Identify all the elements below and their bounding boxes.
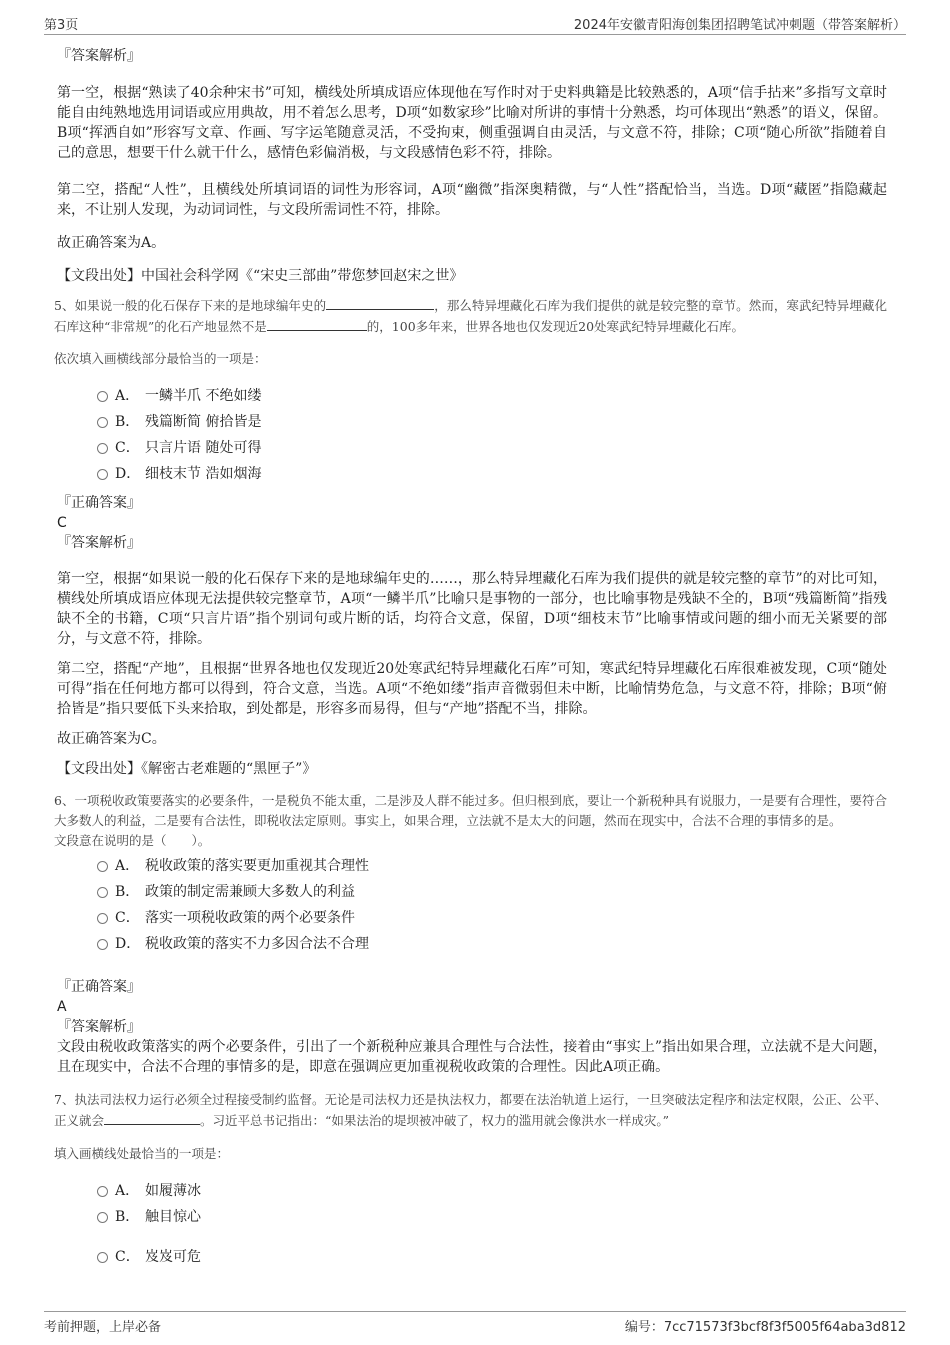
q4-conclusion: 故正确答案为A。 (57, 235, 166, 251)
q5-stem-part-c: 的，100多年来，世界各地也仅发现近20处寒武纪特异埋藏化石库。 (366, 319, 745, 334)
q7-prompt: 填入画横线处最恰当的一项是： (54, 1146, 230, 1161)
q5-stem-part-a: 5、如果说一般的化石保存下来的是地球编年史的 (54, 298, 327, 313)
q5-option-d[interactable]: D． 细枝末节 浩如烟海 (57, 461, 887, 487)
radio-icon[interactable] (97, 861, 108, 872)
q7-stem-part-b: 。习近平总书记指出：“如果法治的堤坝被冲破了，权力的滥用就会像洪水一样成灾。” (200, 1113, 670, 1128)
q6-options (57, 853, 887, 957)
document-body (54, 40, 887, 1270)
analysis-label: 『答案解析』 (57, 48, 141, 64)
q7-stem (54, 1089, 887, 1131)
radio-icon[interactable] (97, 469, 108, 480)
q5-source: 【文段出处】《解密古老难题的“黑匣子”》 (57, 761, 317, 777)
q5-blank-1 (326, 297, 434, 310)
q5-analysis-p1: 第一空，根据“如果说一般的化石保存下来的是地球编年史的……，那么特异埋藏化石库为我们提供的就是较完整的章节”的对比可知，横线处所填成语应体现无法提供较完整章节，A项“一鳞半爪”比喻只是事物的一部分，也比喻事物是残缺不全的，B项“残篇断简”指残缺不全的书籍，C项“只言片语”指个别词句或片断的话，均符合文意，保留，D项“细枝末节”比喻事情或问题的细小而无关紧要的部分，与文意不符，排除。 (57, 571, 887, 647)
radio-icon[interactable] (97, 913, 108, 924)
radio-icon[interactable] (97, 887, 108, 898)
analysis-label: 『答案解析』 (57, 535, 141, 551)
q5-answer: C (57, 515, 67, 531)
correct-answer-label: 『正确答案』 (57, 495, 141, 511)
radio-icon[interactable] (97, 1212, 108, 1223)
radio-icon[interactable] (97, 443, 108, 454)
q4-source: 【文段出处】中国社会科学网《“宋史三部曲”带您梦回赵宋之世》 (57, 268, 464, 284)
q6-option-b[interactable]: B． 政策的制定需兼顾大多数人的利益 (57, 879, 887, 905)
q5-stem-part-b: ，那么特异埋藏化石库为我们提供的就是较完整的章节。然而，寒武纪特异埋藏化石库这种“非常规”的化石产地显然不是 (54, 298, 887, 334)
q5-stem (54, 295, 887, 337)
correct-answer-label: 『正确答案』 (57, 979, 141, 995)
q5-option-c[interactable]: C． 只言片语 随处可得 (57, 435, 887, 461)
q7-option-b[interactable]: B． 触目惊心 (57, 1204, 887, 1230)
q5-option-b[interactable]: B． 残篇断简 俯拾皆是 (57, 409, 887, 435)
q5-analysis-p2: 第二空，搭配“产地”，且根据“世界各地也仅发现近20处寒武纪特异埋藏化石库”可知，寒武纪特异埋藏化石库很难被发现，C项“随处可得”指在任何地方都可以得到，符合文意，当选。A项“不绝如缕”指声音微弱但未中断，比喻情势危急，与文意不符，排除；B项“俯拾皆是”指只要低下头来拾取，到处都是，形容多而易得，但与“产地”搭配不当，排除。 (57, 661, 887, 717)
radio-icon[interactable] (97, 939, 108, 950)
document-code: 编号：7cc71573f3bcf8f3f5005f64aba3d812 (624, 1320, 906, 1335)
radio-icon[interactable] (97, 1186, 108, 1197)
document-title: 2024年安徽青阳海创集团招聘笔试冲刺题（带答案解析） (573, 18, 906, 33)
q7-blank (104, 1112, 200, 1125)
q5-options (57, 383, 887, 487)
page-footer (44, 1311, 906, 1337)
radio-icon[interactable] (97, 417, 108, 428)
q6-option-c[interactable]: C． 落实一项税收政策的两个必要条件 (57, 905, 887, 931)
q5-conclusion: 故正确答案为C。 (57, 731, 166, 747)
q4-analysis-p1: 第一空，根据“熟读了40余种宋书”可知，横线处所填成语应体现他在写作时对于史料典籍是比较熟悉的，A项“信手拈来”多指写文章时能自由纯熟地选用词语或应用典故，用不着怎么思考，D项“如数家珍”比喻对所讲的事情十分熟悉，均可体现出“熟悉”的语义，保留。B项“挥洒自如”形容写文章、作画、写字运笔随意灵活，不受拘束，侧重强调自由灵活，与文意不符，排除；C项“随心所欲”指随着自己的意思，想要干什么就干什么，感情色彩偏消极，与文段感情色彩不符，排除。 (57, 85, 887, 161)
q7-option-c[interactable]: C． 岌岌可危 (57, 1244, 887, 1270)
q5-blank-2 (267, 318, 367, 331)
radio-icon[interactable] (97, 391, 108, 402)
q5-prompt: 依次填入画横线部分最恰当的一项是： (54, 351, 267, 366)
q7-option-a[interactable]: A． 如履薄冰 (57, 1178, 887, 1204)
q6-option-a[interactable]: A． 税收政策的落实要更加重视其合理性 (57, 853, 887, 879)
q6-analysis: 文段由税收政策落实的两个必要条件，引出了一个新税种应兼具合理性与合法性，接着由“事实上”指出如果合理，立法就不是大问题，且在现实中，合法不合理的事情多的是，即意在强调应更加重视税收政策的合理性。因此A项正确。 (57, 1039, 887, 1075)
q6-answer: A (57, 999, 67, 1015)
radio-icon[interactable] (97, 1252, 108, 1263)
footer-slogan: 考前押题，上岸必备 (44, 1320, 162, 1335)
page-header (44, 14, 906, 35)
q6-stem: 6、一项税收政策要落实的必要条件，一是税负不能太重，二是涉及人群不能过多。但归根到底，要让一个新税种具有说服力，一是要有合理性，要符合大多数人的利益，二是要有合法性，即税收法定原则。事实上，如果合理，立法就不是太大的问题，然而在现实中，合法不合理的事情多的是。 (54, 793, 887, 828)
analysis-label: 『答案解析』 (57, 1019, 141, 1035)
q7-stem-part-a: 7、执法司法权力运行必须全过程接受制约监督。无论是司法权力还是执法权力，都要在法治轨道上运行，一旦突破法定程序和法定权限，公正、公平、正义就会 (54, 1092, 887, 1128)
q4-analysis-p2: 第二空，搭配“人性”，且横线处所填词语的词性为形容词，A项“幽微”指深奥精微，与“人性”搭配恰当，当选。D项“藏匿”指隐藏起来，不让别人发现，为动词词性，与文段所需词性不符，排除。 (57, 182, 887, 218)
q5-option-a[interactable]: A． 一鳞半爪 不绝如缕 (57, 383, 887, 409)
q6-option-d[interactable]: D． 税收政策的落实不力多因合法不合理 (57, 931, 887, 957)
q7-options (57, 1178, 887, 1270)
q6-prompt: 文段意在说明的是（ ）。 (54, 833, 211, 848)
page-number: 第3页 (44, 18, 79, 33)
